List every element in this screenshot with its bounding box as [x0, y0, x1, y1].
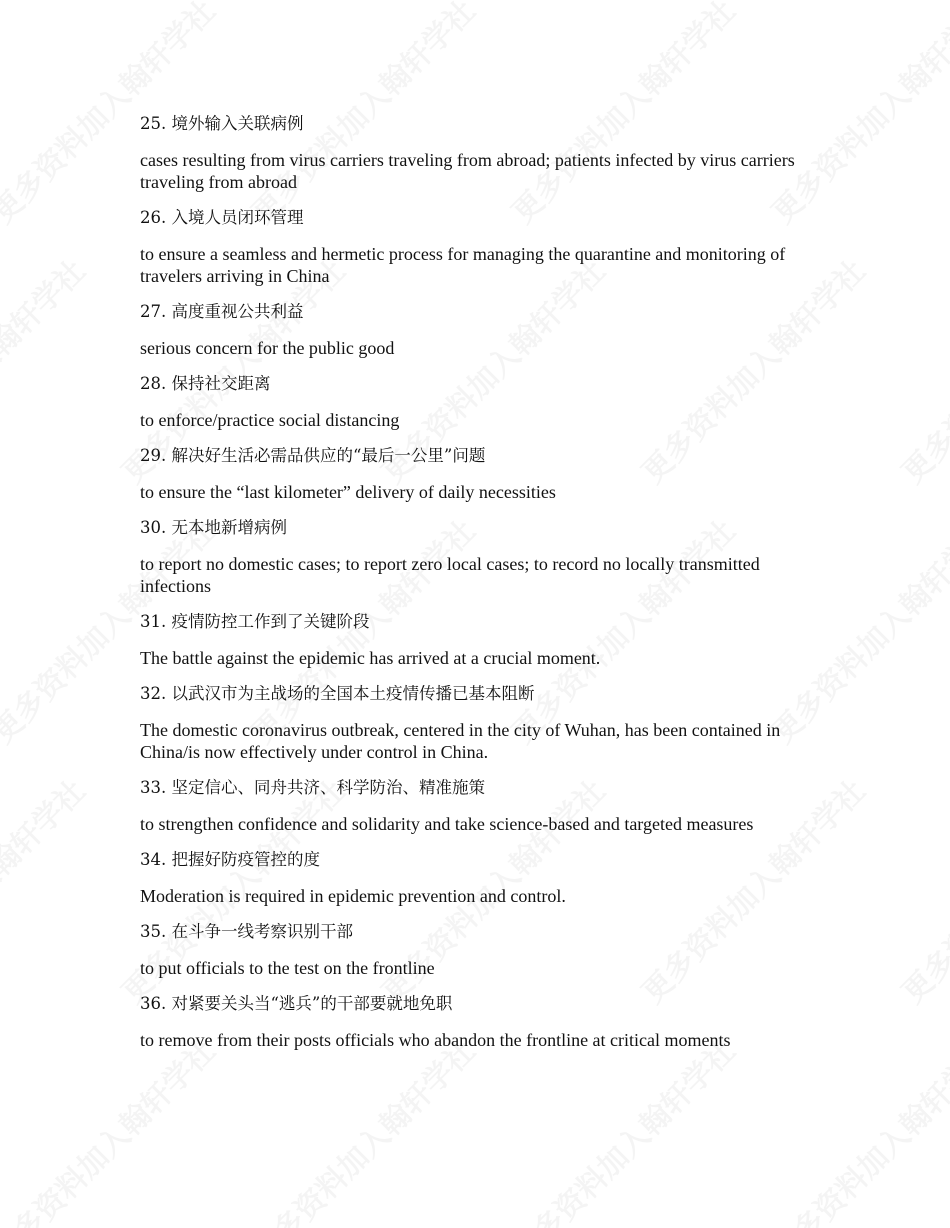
glossary-entry	[140, 683, 820, 763]
english-translation: The battle against the epidemic has arrived at a crucial moment.	[140, 648, 601, 668]
english-translation: to ensure a seamless and hermetic process for managing the quarantine and monitoring of travelers arriving in China	[140, 244, 786, 286]
glossary-entry	[140, 113, 820, 193]
chinese-term: 28. 保持社交距离	[140, 374, 271, 393]
english-translation: to remove from their posts officials who abandon the frontline at critical moments	[140, 1030, 731, 1050]
glossary-entry	[140, 849, 820, 907]
english-translation: to report no domestic cases; to report zero local cases; to record no locally transmitted infections	[140, 554, 760, 596]
english-translation: to ensure the “last kilometer” delivery of daily necessities	[140, 482, 556, 502]
glossary-entry	[140, 445, 820, 503]
glossary-entry	[140, 777, 820, 835]
glossary-entry	[140, 301, 820, 359]
chinese-term: 26. 入境人员闭环管理	[140, 208, 304, 227]
glossary-entry	[140, 611, 820, 669]
english-translation: to put officials to the test on the frontline	[140, 958, 435, 978]
chinese-term: 30. 无本地新增病例	[140, 518, 287, 537]
glossary-entry	[140, 921, 820, 979]
chinese-term: 25. 境外输入关联病例	[140, 114, 304, 133]
chinese-term: 31. 疫情防控工作到了关键阶段	[140, 612, 370, 631]
chinese-term: 27. 高度重视公共利益	[140, 302, 304, 321]
chinese-term: 33. 坚定信心、同舟共济、科学防治、精准施策	[140, 778, 485, 797]
english-translation: cases resulting from virus carriers traveling from abroad; patients infected by virus carriers traveling from abroad	[140, 150, 795, 192]
watermark-text	[890, 248, 950, 491]
watermark-text	[0, 768, 93, 1011]
document-body	[140, 113, 820, 1065]
chinese-term: 29. 解决好生活必需品供应的“最后一公里”问题	[140, 446, 486, 465]
english-translation: The domestic coronavirus outbreak, centered in the city of Wuhan, has been contained in China/is now effectively under control in China.	[140, 720, 781, 762]
glossary-entry	[140, 517, 820, 597]
glossary-entry	[140, 207, 820, 287]
chinese-term: 34. 把握好防疫管控的度	[140, 850, 320, 869]
watermark-text	[0, 248, 93, 491]
english-translation: to strengthen confidence and solidarity and take science-based and targeted measures	[140, 814, 754, 834]
english-translation: Moderation is required in epidemic prevention and control.	[140, 886, 566, 906]
glossary-entry	[140, 993, 820, 1051]
watermark-text	[890, 768, 950, 1011]
english-translation: serious concern for the public good	[140, 338, 395, 358]
chinese-term: 32. 以武汉市为主战场的全国本土疫情传播已基本阻断	[140, 684, 535, 703]
chinese-term: 36. 对紧要关头当“逃兵”的干部要就地免职	[140, 994, 453, 1013]
chinese-term: 35. 在斗争一线考察识别干部	[140, 922, 353, 941]
glossary-entry	[140, 373, 820, 431]
english-translation: to enforce/practice social distancing	[140, 410, 400, 430]
